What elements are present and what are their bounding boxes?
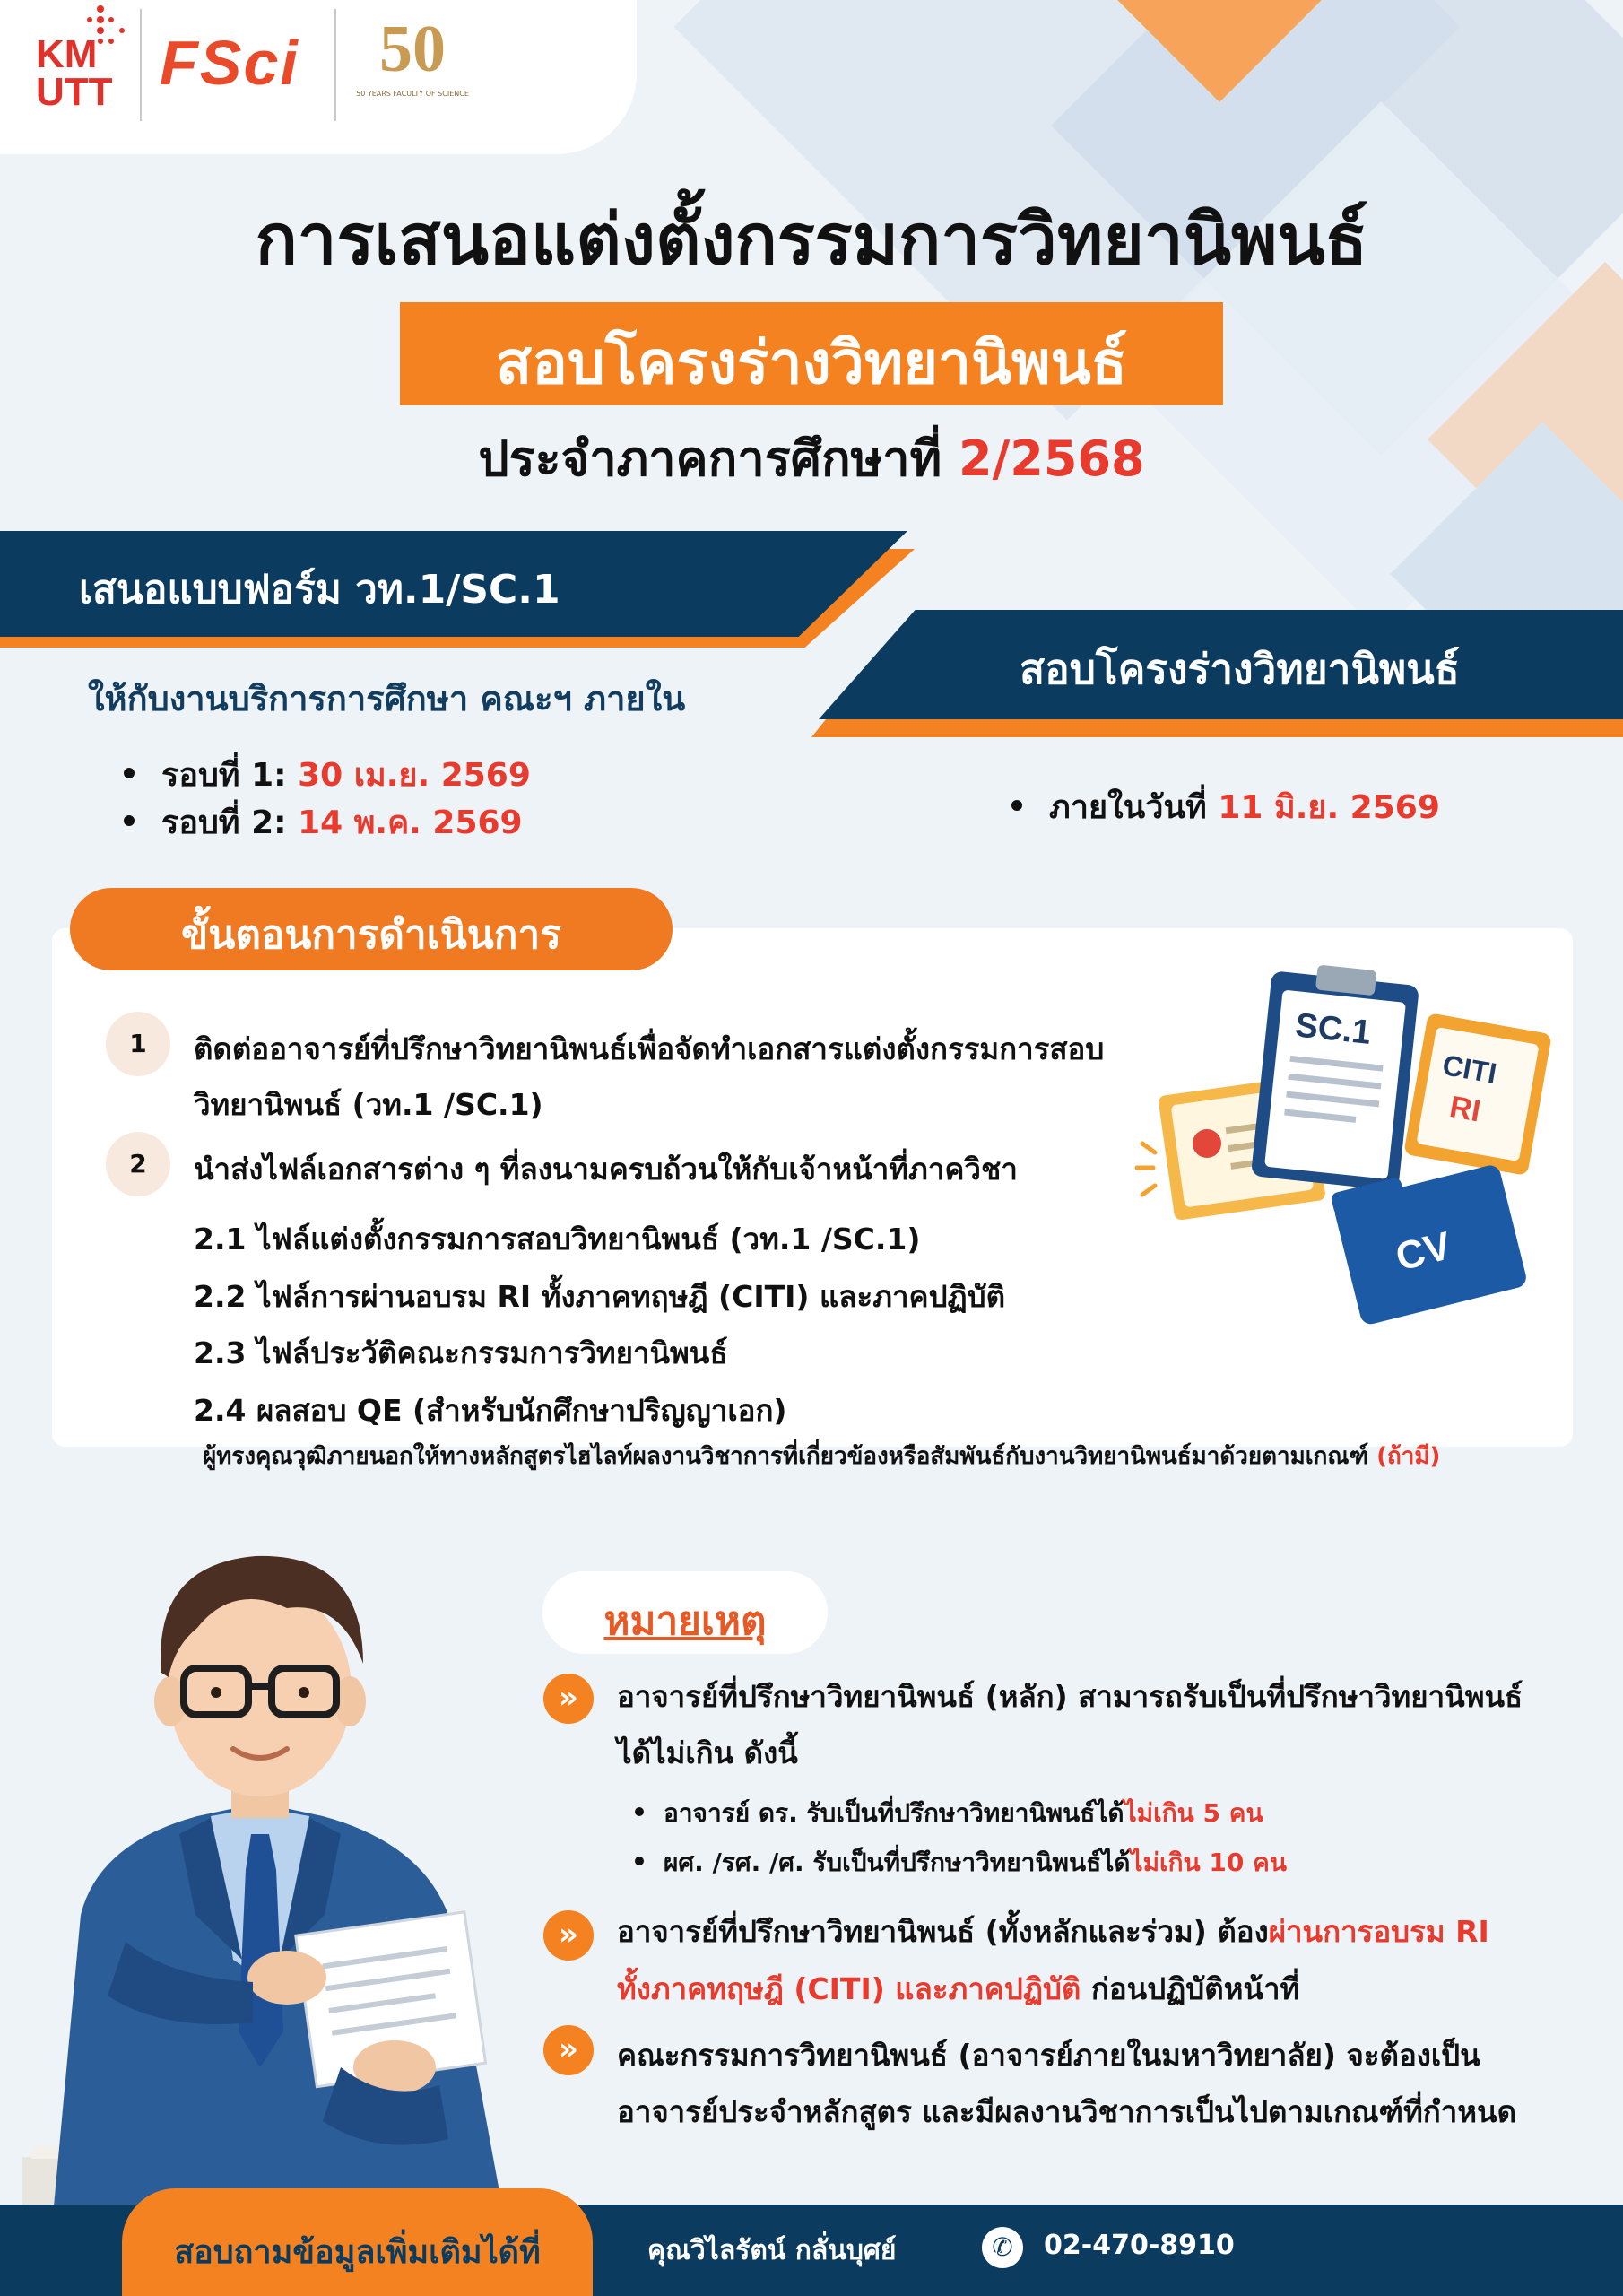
substep-2-1: 2.1 ไฟล์แต่งตั้งกรรมการสอบวิทยานิพนธ์ (วท.1 /SC.1) — [194, 1222, 921, 1257]
submit-round-2: รอบที่ 2: 14 พ.ค. 2569 — [124, 796, 523, 848]
academic-term: ประจำภาคการศึกษาที่ 2/2568 — [478, 430, 1145, 487]
note-3-line-1: คณะกรรมการวิทยานิพนธ์ (อาจารย์ภายในมหาวิทยาลัย) จะต้องเป็น — [617, 2038, 1480, 2073]
clipboard-icon — [1251, 960, 1420, 1191]
kmutt-logo: KM UTT — [36, 32, 113, 114]
step-1-number: 1 — [106, 1012, 170, 1076]
person-illustration — [18, 1493, 520, 2206]
note-1-line-1: อาจารย์ที่ปรึกษาวิทยานิพนธ์ (หลัก) สามารถรับเป็นที่ปรึกษาวิทยานิพนธ์ — [617, 1679, 1523, 1714]
exam-heading: สอบโครงร่างวิทยานิพนธ์ — [1020, 645, 1460, 693]
exam-header — [812, 610, 1623, 737]
documents-illustration — [1128, 960, 1567, 1345]
note-2-line-2: ทั้งภาคทฤษฎี (CITI) และภาคปฏิบัติ ก่อนปฏิบัติหน้าที่ — [617, 1971, 1300, 2006]
citi-label: CITI — [1440, 1048, 1499, 1090]
fsci-logo: FSci — [160, 28, 299, 98]
footer-contact-name: คุณวิไลรัตน์ กลั่นบุศย์ — [647, 2235, 897, 2266]
double-chevron-icon: » — [543, 1910, 594, 1961]
step-2-number: 2 — [106, 1132, 170, 1196]
exam-deadline: ภายในวันที่ 11 มิ.ย. 2569 — [1011, 781, 1440, 832]
submit-form-heading: เสนอแบบฟอร์ม วท.1/SC.1 — [79, 567, 560, 613]
phone-icon: ✆ — [982, 2227, 1023, 2268]
note-3-line-2: อาจารย์ประจำหลักสูตร และมีผลงานวิชาการเป็นไปตามเกณฑ์ที่กำหนด — [617, 2094, 1517, 2129]
double-chevron-icon: » — [543, 1674, 594, 1724]
page-title: การเสนอแต่งตั้งกรรมการวิทยานิพนธ์ — [255, 200, 1368, 281]
kmutt-logo-dots — [82, 4, 133, 66]
double-chevron-icon: » — [543, 2025, 594, 2075]
footer-contact-label: สอบถามข้อมูลเพิ่มเติมได้ที่ — [174, 2234, 541, 2271]
citi-ri-folder-icon — [1403, 1013, 1552, 1176]
note-1-bullet-1: อาจารย์ ดร. รับเป็นที่ปรึกษาวิทยานิพนธ์ได้ไม่เกิน 5 คน — [635, 1794, 1263, 1833]
title-banner-text: สอบโครงร่างวิทยานิพนธ์ — [495, 328, 1128, 397]
notes-heading: หมายเหตุ — [603, 1598, 767, 1644]
cv-label: CV — [1391, 1223, 1456, 1280]
fifty-years-logo: 50 50 YEARS FACULTY OF SCIENCE — [356, 13, 469, 98]
substep-2-3: 2.3 ไฟล์ประวัติคณะกรรมการวิทยานิพนธ์ — [194, 1335, 728, 1370]
note-2-line-1: อาจารย์ที่ปรึกษาวิทยานิพนธ์ (ทั้งหลักและร่วม) ต้องผ่านการอบรม RI — [617, 1914, 1489, 1949]
logo-panel — [0, 0, 637, 154]
step-1-line-2: วิทยานิพนธ์ (วท.1 /SC.1) — [194, 1087, 543, 1122]
procedure-heading: ขั้นตอนการดำเนินการ — [181, 912, 561, 958]
step-1-line-1: ติดต่ออาจารย์ที่ปรึกษาวิทยานิพนธ์เพื่อจัดทำเอกสารแต่งตั้งกรรมการสอบ — [194, 1031, 1105, 1066]
ri-label: RI — [1446, 1090, 1483, 1129]
substep-2-2: 2.2 ไฟล์การผ่านอบรม RI ทั้งภาคทฤษฎี (CITI) และภาคปฏิบัติ — [194, 1279, 1006, 1314]
submit-round-1: รอบที่ 1: 30 เม.ย. 2569 — [124, 749, 531, 800]
note-1-bullet-2: ผศ. /รศ. /ศ. รับเป็นที่ปรึกษาวิทยานิพนธ์ได้ไม่เกิน 10 คน — [635, 1843, 1287, 1883]
submit-form-subheading: ให้กับงานบริการการศึกษา คณะฯ ภายใน — [88, 679, 686, 718]
procedure-footnote: ผู้ทรงคุณวุฒิภายนอกให้ทางหลักสูตรไฮไลท์ผลงานวิชาการที่เกี่ยวข้องหรือสัมพันธ์กับงานวิทยานิพนธ์มาด้วยตามเกณฑ์ (ถ้ามี) — [203, 1443, 1441, 1470]
footer-phone[interactable]: 02-470-8910 — [1044, 2230, 1235, 2261]
submit-form-header — [0, 531, 915, 657]
clipboard-label: SC.1 — [1293, 1006, 1373, 1052]
substep-2-4: 2.4 ผลสอบ QE (สำหรับนักศึกษาปริญญาเอก) — [194, 1393, 787, 1428]
step-2-text: นำส่งไฟล์เอกสารต่าง ๆ ที่ลงนามครบถ้วนให้กับเจ้าหน้าที่ภาควิชา — [194, 1152, 1018, 1187]
note-1-line-2: ได้ไม่เกิน ดังนี้ — [617, 1735, 798, 1770]
